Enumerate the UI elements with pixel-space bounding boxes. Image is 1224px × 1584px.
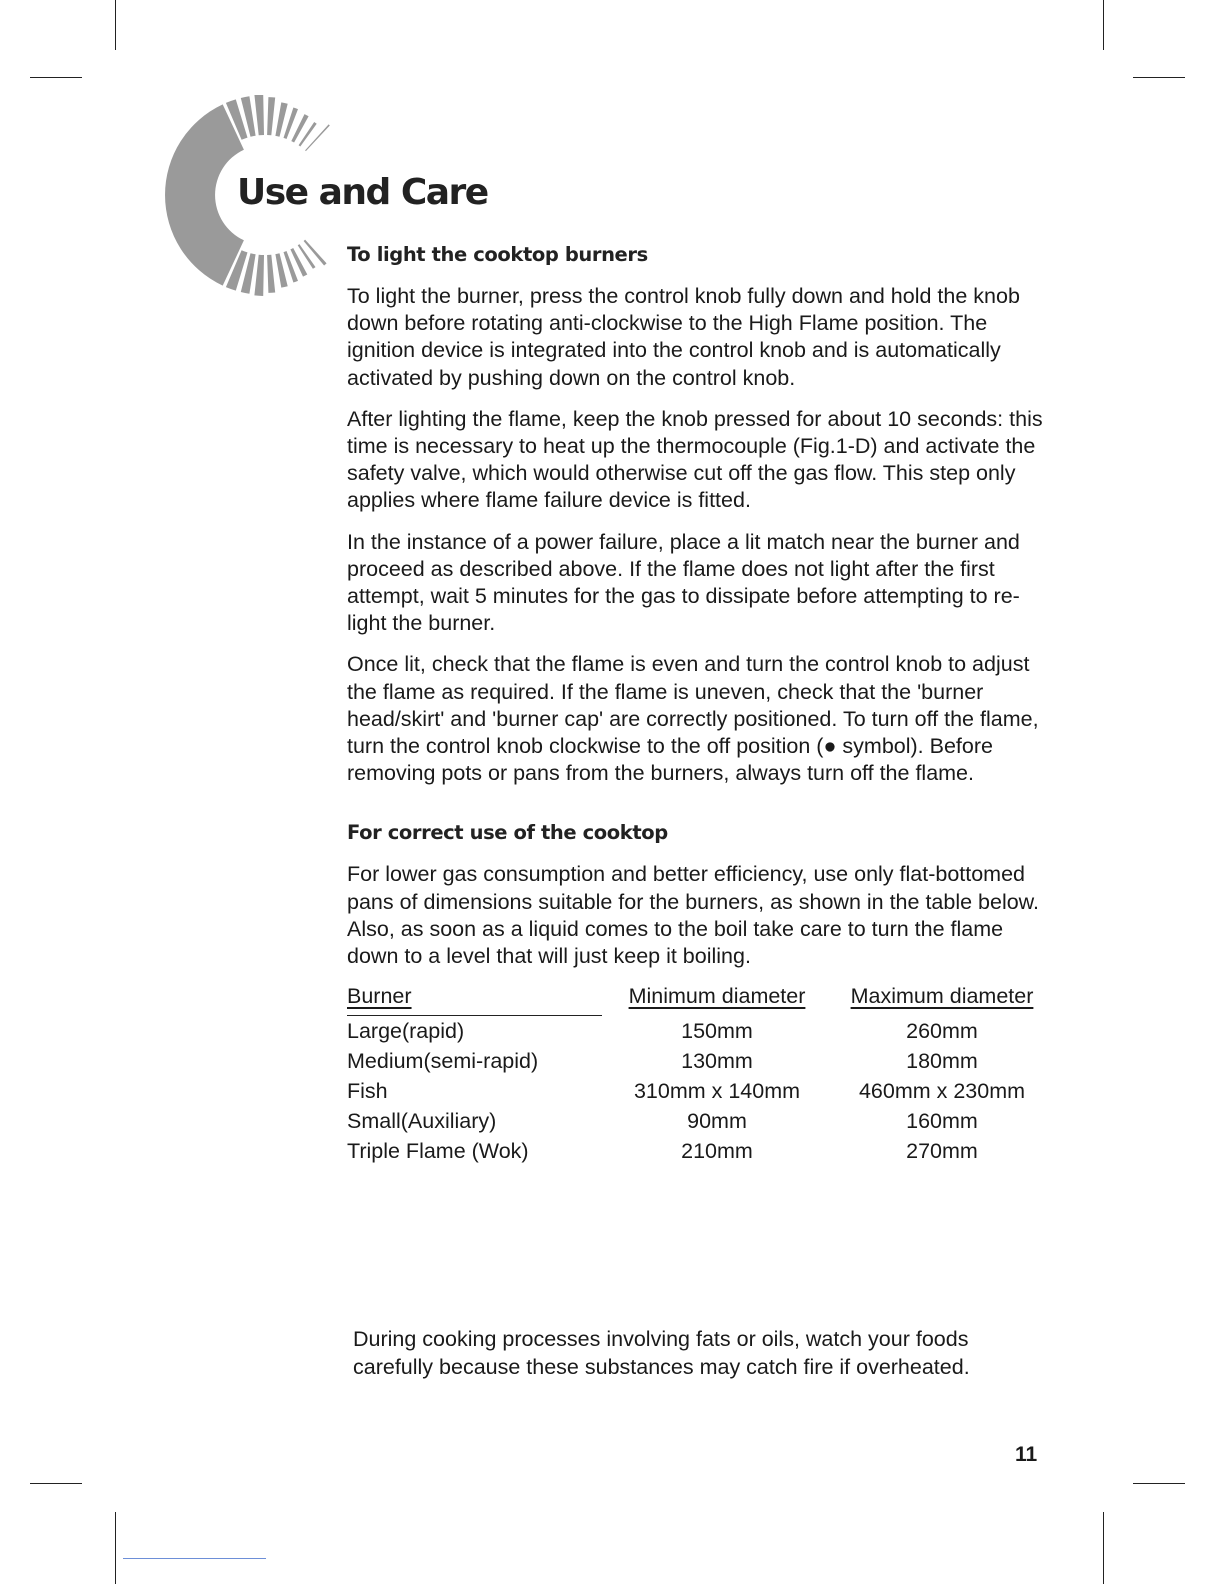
table-header-row <box>347 984 1052 1016</box>
fire-warning-note: During cooking processes involving fats or oils, watch your foods carefully because these substances may catch fire if overheated. <box>353 1327 970 1379</box>
burner-size-table <box>347 984 1052 1166</box>
main-content <box>347 243 1052 1166</box>
page-title: Use and Care <box>237 172 488 213</box>
cell-burner: Medium(semi-rapid) <box>347 1048 539 1073</box>
cell-max-diameter: 460mm x 230mm <box>858 1078 1026 1103</box>
column-header-burner: Burner <box>347 984 602 1016</box>
table-row <box>347 1106 1052 1136</box>
cell-max-diameter: 160mm <box>906 1108 978 1133</box>
logo-ray <box>165 104 244 285</box>
cell-min-diameter: 210mm <box>681 1138 753 1163</box>
cell-min-diameter: 150mm <box>681 1018 753 1043</box>
logo-ray <box>267 97 275 135</box>
column-header-min-diameter: Minimum diameter <box>628 984 806 1009</box>
paragraph: For lower gas consumption and better efficiency, use only flat-bottomed pans of dimensions suitable for the burners, as shown in the table below. Also, as soon as a liquid comes to the boil take care to turn the flame down to a level that will just keep it boiling. <box>347 862 1039 969</box>
logo-ray <box>304 240 327 266</box>
logo-ray <box>254 95 264 135</box>
logo-ray <box>305 124 330 151</box>
crop-mark-top-left-horizontal <box>30 77 82 78</box>
crop-mark-bottom-right-horizontal <box>1133 1483 1185 1484</box>
cell-burner: Large(rapid) <box>347 1018 465 1043</box>
paragraph: Once lit, check that the flame is even and turn the control knob to adjust the flame as required. If the flame is uneven, check that the 'burner head/skirt' and 'burner cap' are correctly positioned. To turn off the flame, turn the control knob clockwise to the off position (● symbol). Before removing pots or pans from the burners, always turn off the flame. <box>347 652 1039 786</box>
table-row <box>347 1046 1052 1076</box>
column-header-max-diameter: Maximum diameter <box>850 984 1034 1009</box>
crop-mark-top-right-vertical <box>1103 0 1104 50</box>
table-row <box>347 1076 1052 1106</box>
table-row <box>347 1016 1052 1047</box>
cell-max-diameter: 260mm <box>906 1018 978 1043</box>
crop-mark-bottom-right-vertical <box>1103 1512 1104 1584</box>
page-number: 11 <box>1015 1443 1038 1466</box>
cell-burner: Triple Flame (Wok) <box>347 1138 529 1163</box>
cell-burner: Small(Auxiliary) <box>347 1108 497 1133</box>
cell-min-diameter: 90mm <box>687 1108 747 1133</box>
paragraph: In the instance of a power failure, place a lit match near the burner and proceed as described above. If the flame does not light after the first attempt, wait 5 minutes for the gas to dissipate before attempting to re-light the burner. <box>347 529 1020 636</box>
blue-rule <box>123 1558 266 1559</box>
crop-mark-top-left-vertical <box>115 0 116 50</box>
crop-mark-top-right-horizontal <box>1133 77 1185 78</box>
section-heading-correct-use: For correct use of the cooktop <box>347 821 668 845</box>
logo-ray <box>254 255 264 296</box>
section-heading-lighting: To light the cooktop burners <box>347 243 648 266</box>
cell-burner: Fish <box>347 1078 388 1103</box>
crop-mark-bottom-left-vertical <box>115 1512 116 1584</box>
paragraph: After lighting the flame, keep the knob pressed for about 10 seconds: this time is necessary to heat up the thermocouple (Fig.1-D) and activate the safety valve, which would otherwise cut off the gas flow. This step only applies where flame failure device is fitted. <box>347 406 1043 513</box>
paragraph: To light the burner, press the control knob fully down and hold the knob down before rotating anti-clockwise to the High Flame position. The ignition device is integrated into the control knob and is automatically activated by pushing down on the control knob. <box>347 284 1020 390</box>
cell-min-diameter: 310mm x 140mm <box>633 1078 801 1103</box>
cell-max-diameter: 180mm <box>906 1048 978 1073</box>
crop-mark-bottom-left-horizontal <box>30 1483 82 1484</box>
cell-max-diameter: 270mm <box>906 1138 978 1163</box>
logo-ray <box>267 255 275 293</box>
cell-min-diameter: 130mm <box>681 1048 753 1073</box>
table-row <box>347 1136 1052 1166</box>
